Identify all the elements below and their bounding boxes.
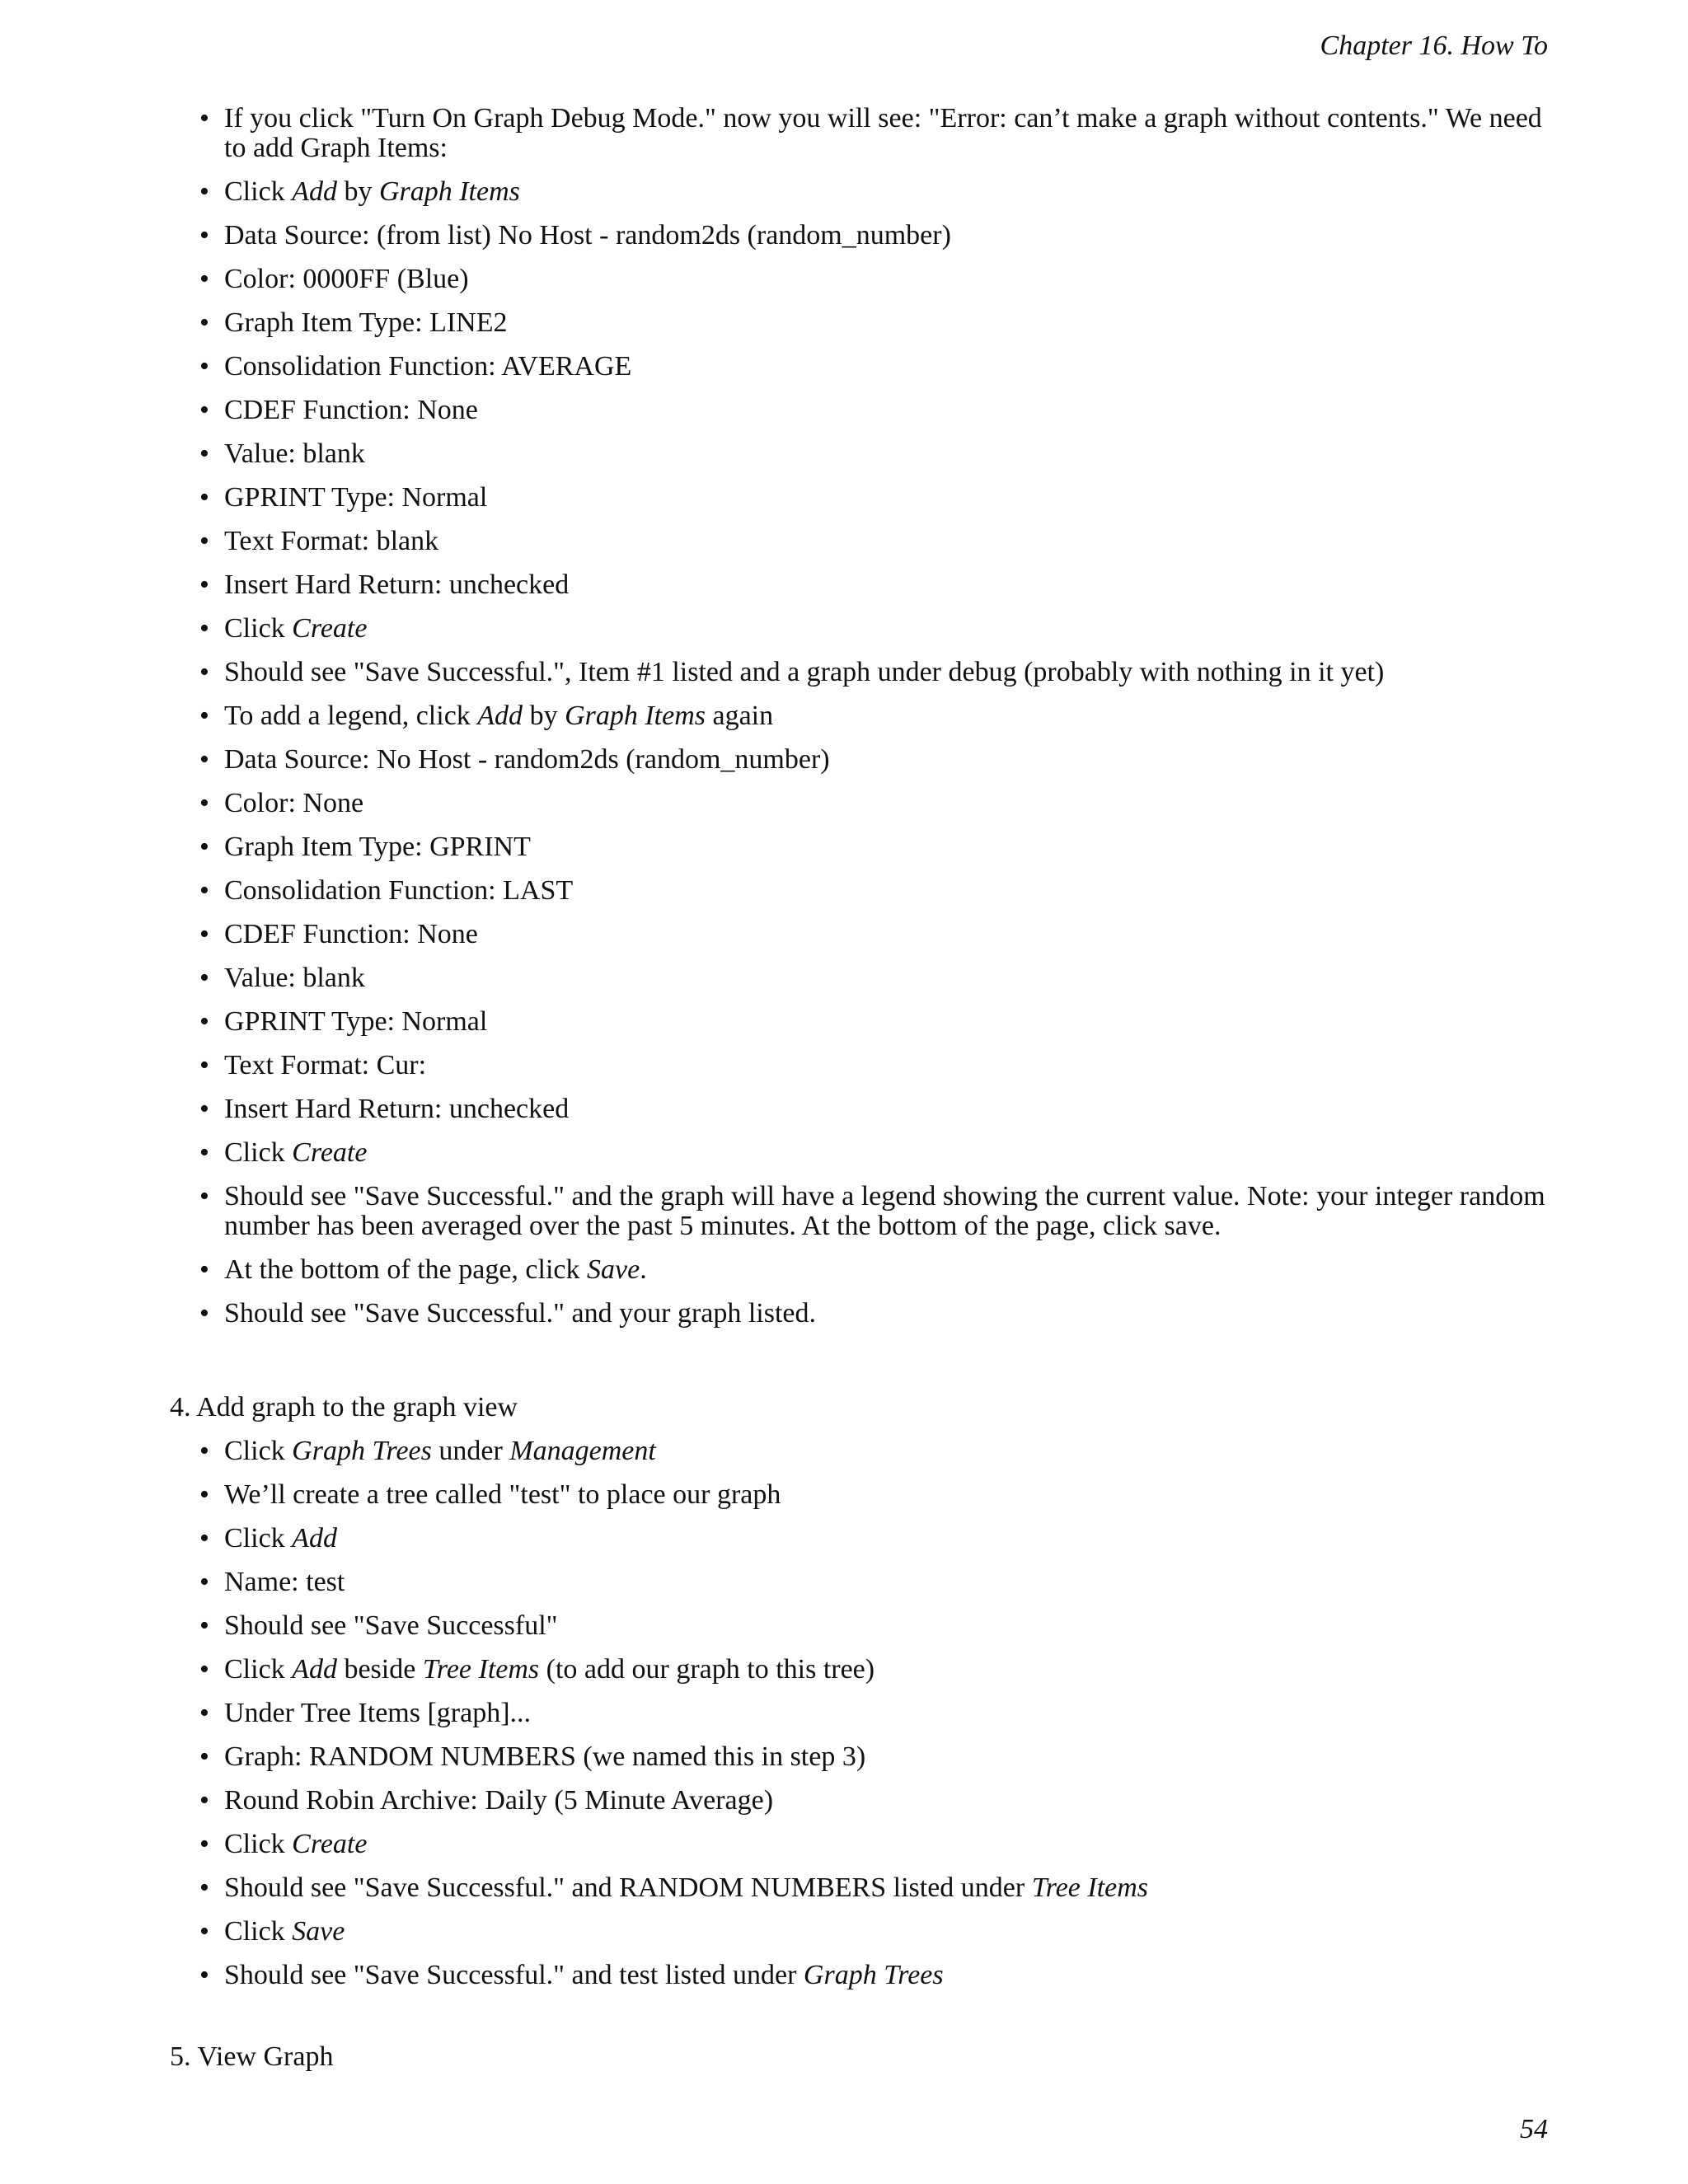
text-run: At the bottom of the page, click [224,1254,587,1285]
bullet-list-graph-view [224,1436,1551,2004]
text-run: Click [224,1654,293,1685]
list-item [224,1873,1551,1903]
list-item [224,265,1551,294]
list-item [224,1655,1551,1685]
text-run: Graph Item Type: GPRINT [224,832,531,862]
text-run: Click [224,1916,293,1947]
list-item [224,614,1551,644]
text-run: again [706,701,774,731]
list-item [224,1051,1551,1080]
list-item [224,1182,1551,1241]
text-run: CDEF Function: None [224,919,478,949]
text-run: If you click "Turn On Graph Debug Mode." now you will see: "Error: can’t make a graph without contents." We need to add Graph Items: [224,103,1542,163]
emphasis-text: Tree Items [422,1654,540,1685]
text-run: Text Format: Cur: [224,1050,427,1080]
emphasis-text: Add [477,701,523,731]
list-item [224,745,1551,775]
list-item [224,963,1551,993]
emphasis-text: Create [292,1137,368,1168]
text-run: We’ll create a tree called "test" to place our graph [224,1479,781,1510]
list-item [224,832,1551,862]
emphasis-text: Create [292,1829,368,1859]
text-run: (to add our graph to this tree) [539,1654,875,1685]
text-run: Graph Item Type: LINE2 [224,307,508,338]
list-item [224,920,1551,949]
text-run: under [431,1436,510,1466]
text-run: Color: 0000FF (Blue) [224,264,469,294]
text-run: Click [224,1137,293,1168]
list-item [224,308,1551,338]
text-run: To add a legend, click [224,701,478,731]
list-item [224,1830,1551,1859]
emphasis-text: Add [292,176,337,207]
list-item [224,1299,1551,1329]
list-item [224,1786,1551,1816]
list-item [224,1611,1551,1641]
list-item [224,352,1551,382]
list-item [224,221,1551,251]
list-item [224,439,1551,469]
text-run: beside [336,1654,423,1685]
text-run: CDEF Function: None [224,395,478,425]
text-run: by [523,701,565,731]
text-run: Click [224,1829,293,1859]
section-heading-view-graph: 5. View Graph [170,2041,334,2072]
emphasis-text: Graph Items [565,701,706,731]
list-item [224,1094,1551,1124]
list-item [224,1742,1551,1772]
list-item [224,1436,1551,1466]
page-number: 54 [1520,2114,1548,2144]
list-item [224,1961,1551,1990]
list-item [224,1524,1551,1554]
emphasis-text: Save [292,1916,345,1947]
list-item [224,1699,1551,1728]
list-item [224,876,1551,906]
text-run: Color: None [224,788,364,818]
text-run: Insert Hard Return: unchecked [224,1094,570,1124]
emphasis-text: Management [509,1436,656,1466]
list-item [224,1138,1551,1168]
emphasis-text: Graph Items [378,176,520,207]
emphasis-text: Graph Trees [292,1436,432,1466]
list-item [224,658,1551,687]
text-run: Data Source: No Host - random2ds (random_number) [224,744,830,775]
list-item [224,177,1551,207]
list-item [224,789,1551,818]
text-run: Round Robin Archive: Daily (5 Minute Average) [224,1785,774,1816]
text-run: Click [224,1436,293,1466]
text-run: Data Source: (from list) No Host - random2ds (random_number) [224,220,951,251]
list-item [224,396,1551,425]
text-run: Text Format: blank [224,526,439,556]
text-run: Under Tree Items [graph]... [224,1698,532,1728]
section-heading-add-graph: 4. Add graph to the graph view [170,1392,518,1422]
text-run: Insert Hard Return: unchecked [224,569,570,600]
text-run: GPRINT Type: Normal [224,1006,488,1037]
text-run: . [640,1254,647,1285]
emphasis-text: Tree Items [1031,1872,1149,1903]
list-item [224,1255,1551,1285]
list-item [224,483,1551,513]
text-run: Click [224,1523,293,1554]
emphasis-text: Save [587,1254,640,1285]
text-run: Should see "Save Successful." and the graph will have a legend showing the current value. Note: your integer random number has been averaged over the past 5 minutes. At the bottom of the page, click save. [224,1181,1545,1241]
list-item [224,701,1551,731]
text-run: GPRINT Type: Normal [224,482,488,513]
emphasis-text: Add [292,1654,337,1685]
list-item [224,1480,1551,1510]
text-run: Graph: RANDOM NUMBERS (we named this in step 3) [224,1741,866,1772]
emphasis-text: Add [292,1523,337,1554]
text-run: Click [224,613,293,644]
list-item [224,1568,1551,1597]
emphasis-text: Graph Trees [803,1960,944,1990]
text-run: Should see "Save Successful" [224,1610,558,1641]
list-item [224,104,1551,163]
text-run: by [336,176,379,207]
text-run: Should see "Save Successful." and test listed under [224,1960,804,1990]
list-item [224,570,1551,600]
text-run: Click [224,176,293,207]
list-item [224,1917,1551,1947]
text-run: Value: blank [224,963,365,993]
list-item [224,527,1551,556]
text-run: Consolidation Function: LAST [224,875,574,906]
running-header: Chapter 16. How To [1320,30,1548,61]
bullet-list-graph-items [224,104,1551,1343]
text-run: Name: test [224,1567,345,1597]
text-run: Should see "Save Successful." and RANDOM NUMBERS listed under [224,1872,1032,1903]
list-item [224,1007,1551,1037]
text-run: Consolidation Function: AVERAGE [224,351,632,382]
text-run: Should see "Save Successful.", Item #1 listed and a graph under debug (probably with nothing in it yet) [224,657,1385,687]
emphasis-text: Create [292,613,368,644]
text-run: Value: blank [224,438,365,469]
text-run: Should see "Save Successful." and your graph listed. [224,1298,817,1329]
